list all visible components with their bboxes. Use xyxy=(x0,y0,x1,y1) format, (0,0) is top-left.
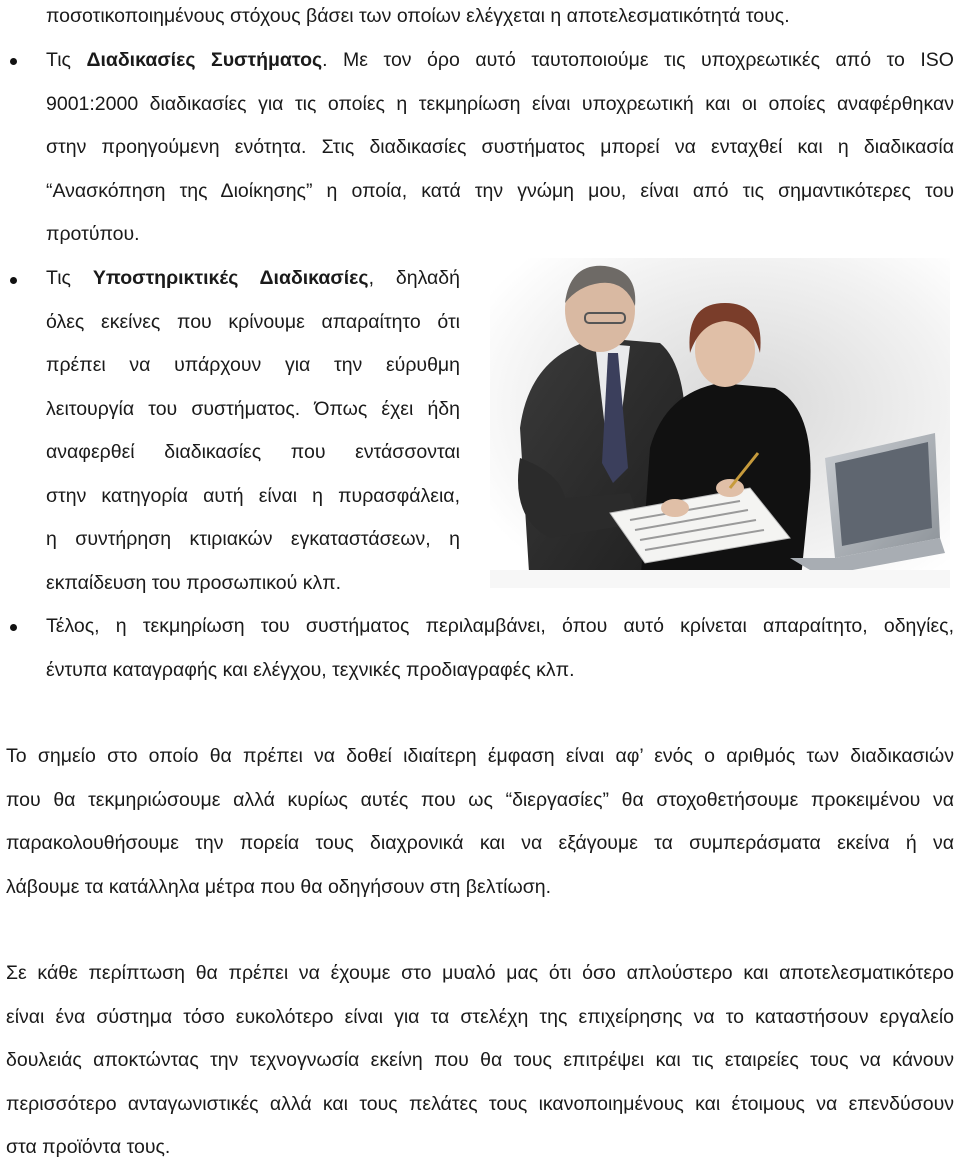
bullet1-line5: προτύπου. xyxy=(46,223,140,245)
bullet1-line1-rest: . Με τον όρο αυτό ταυτοποιούμε τις υποχρεωτικές από το ISO xyxy=(322,49,954,71)
paragraph2-line3: δουλειάς αποκτώντας την τεχνογνωσία εκείνη που θα τους επιτρέψει και τις εταιρείες τους να κάνουν xyxy=(6,1049,954,1071)
bullet2-line6: στην κατηγορία αυτή είναι η πυρασφάλεια, xyxy=(46,485,460,507)
paragraph1-line2: που θα τεκμηριώσουμε αλλά κυρίως αυτές που ως “διεργασίες” θα στοχοθετήσουμε προκειμένου να xyxy=(6,789,954,811)
paragraph1-line1: Το σημείο στο οποίο θα πρέπει να δοθεί ιδιαίτερη έμφαση είναι αφ’ ενός ο αριθμός των διαδικασιών xyxy=(6,745,954,767)
bullet2-prefix: Τις xyxy=(46,267,93,289)
bullet-icon xyxy=(10,58,17,65)
paragraph2-line1: Σε κάθε περίπτωση θα πρέπει να έχουμε στο μυαλό μας ότι όσο απλούστερο και αποτελεσματικότερο xyxy=(6,962,954,984)
bullet1-line1 xyxy=(46,46,954,74)
bullet2-line7: η συντήρηση κτιριακών εγκαταστάσεων, η xyxy=(46,528,460,550)
intro-line xyxy=(46,2,790,30)
bullet1-prefix: Τις xyxy=(46,49,87,71)
bullet1-bold-term: Διαδικασίες Συστήματος xyxy=(86,49,323,71)
bullet1-line4: “Ανασκόπηση της Διοίκησης” η οποία, κατά την γνώμη μου, είναι από τις σημαντικότερες του xyxy=(46,180,954,202)
bullet3-line2: έντυπα καταγραφής και ελέγχου, τεχνικές προδιαγραφές κλπ. xyxy=(46,659,575,681)
bullet2-line3: πρέπει να υπάρχουν για την εύρυθμη xyxy=(46,354,460,376)
office-photo xyxy=(490,258,950,588)
paragraph1-line4: λάβουμε τα κατάλληλα μέτρα που θα οδηγήσουν στη βελτίωση. xyxy=(6,876,552,898)
bullet2-line1-rest: , δηλαδή xyxy=(368,267,460,289)
bullet1-line3: στην προηγούμενη ενότητα. Στις διαδικασίες συστήματος μπορεί να ενταχθεί και η διαδικασία xyxy=(46,136,954,158)
paragraph2-line4: περισσότερο ανταγωνιστικές αλλά και τους πελάτες τους ικανοποιημένους και έτοιμους να επενδύσουν xyxy=(6,1093,954,1115)
bullet2-line8: εκπαίδευση του προσωπικού κλπ. xyxy=(46,572,342,594)
bullet2-line2: όλες εκείνες που κρίνουμε απαραίτητο ότι xyxy=(46,311,460,333)
paragraph2-line2: είναι ένα σύστημα τόσο ευκολότερο είναι για τα στελέχη της επιχείρησης να το καταστήσουν εργαλείο xyxy=(6,1006,954,1028)
bullet-icon xyxy=(10,277,17,284)
intro-text: ποσοτικοποιημένους στόχους βάσει των οποίων ελέγχεται η αποτελεσματικότητά τους. xyxy=(46,5,790,27)
bullet2-line5: αναφερθεί διαδικασίες που εντάσσονται xyxy=(46,441,460,463)
bullet2-bold-term: Υποστηρικτικές Διαδικασίες xyxy=(92,267,369,289)
bullet1-line2: 9001:2000 διαδικασίες για τις οποίες η τεκμηρίωση είναι υποχρεωτική και οι οποίες αναφέρθηκαν xyxy=(46,93,954,115)
paragraph1-line3: παρακολουθήσουμε την πορεία τους διαχρονικά και να εξάγουμε τα συμπεράσματα εκείνα ή να xyxy=(6,832,954,854)
bullet2-line4: λειτουργία του συστήματος. Όπως έχει ήδη xyxy=(46,398,460,420)
paragraph2-line5: στα προϊόντα τους. xyxy=(6,1136,171,1158)
bullet-icon xyxy=(10,624,17,631)
bullet2-line1 xyxy=(46,264,460,292)
bullet3-line1: Τέλος, η τεκμηρίωση του συστήματος περιλαμβάνει, όπου αυτό κρίνεται απαραίτητο, οδηγίες, xyxy=(46,615,954,637)
